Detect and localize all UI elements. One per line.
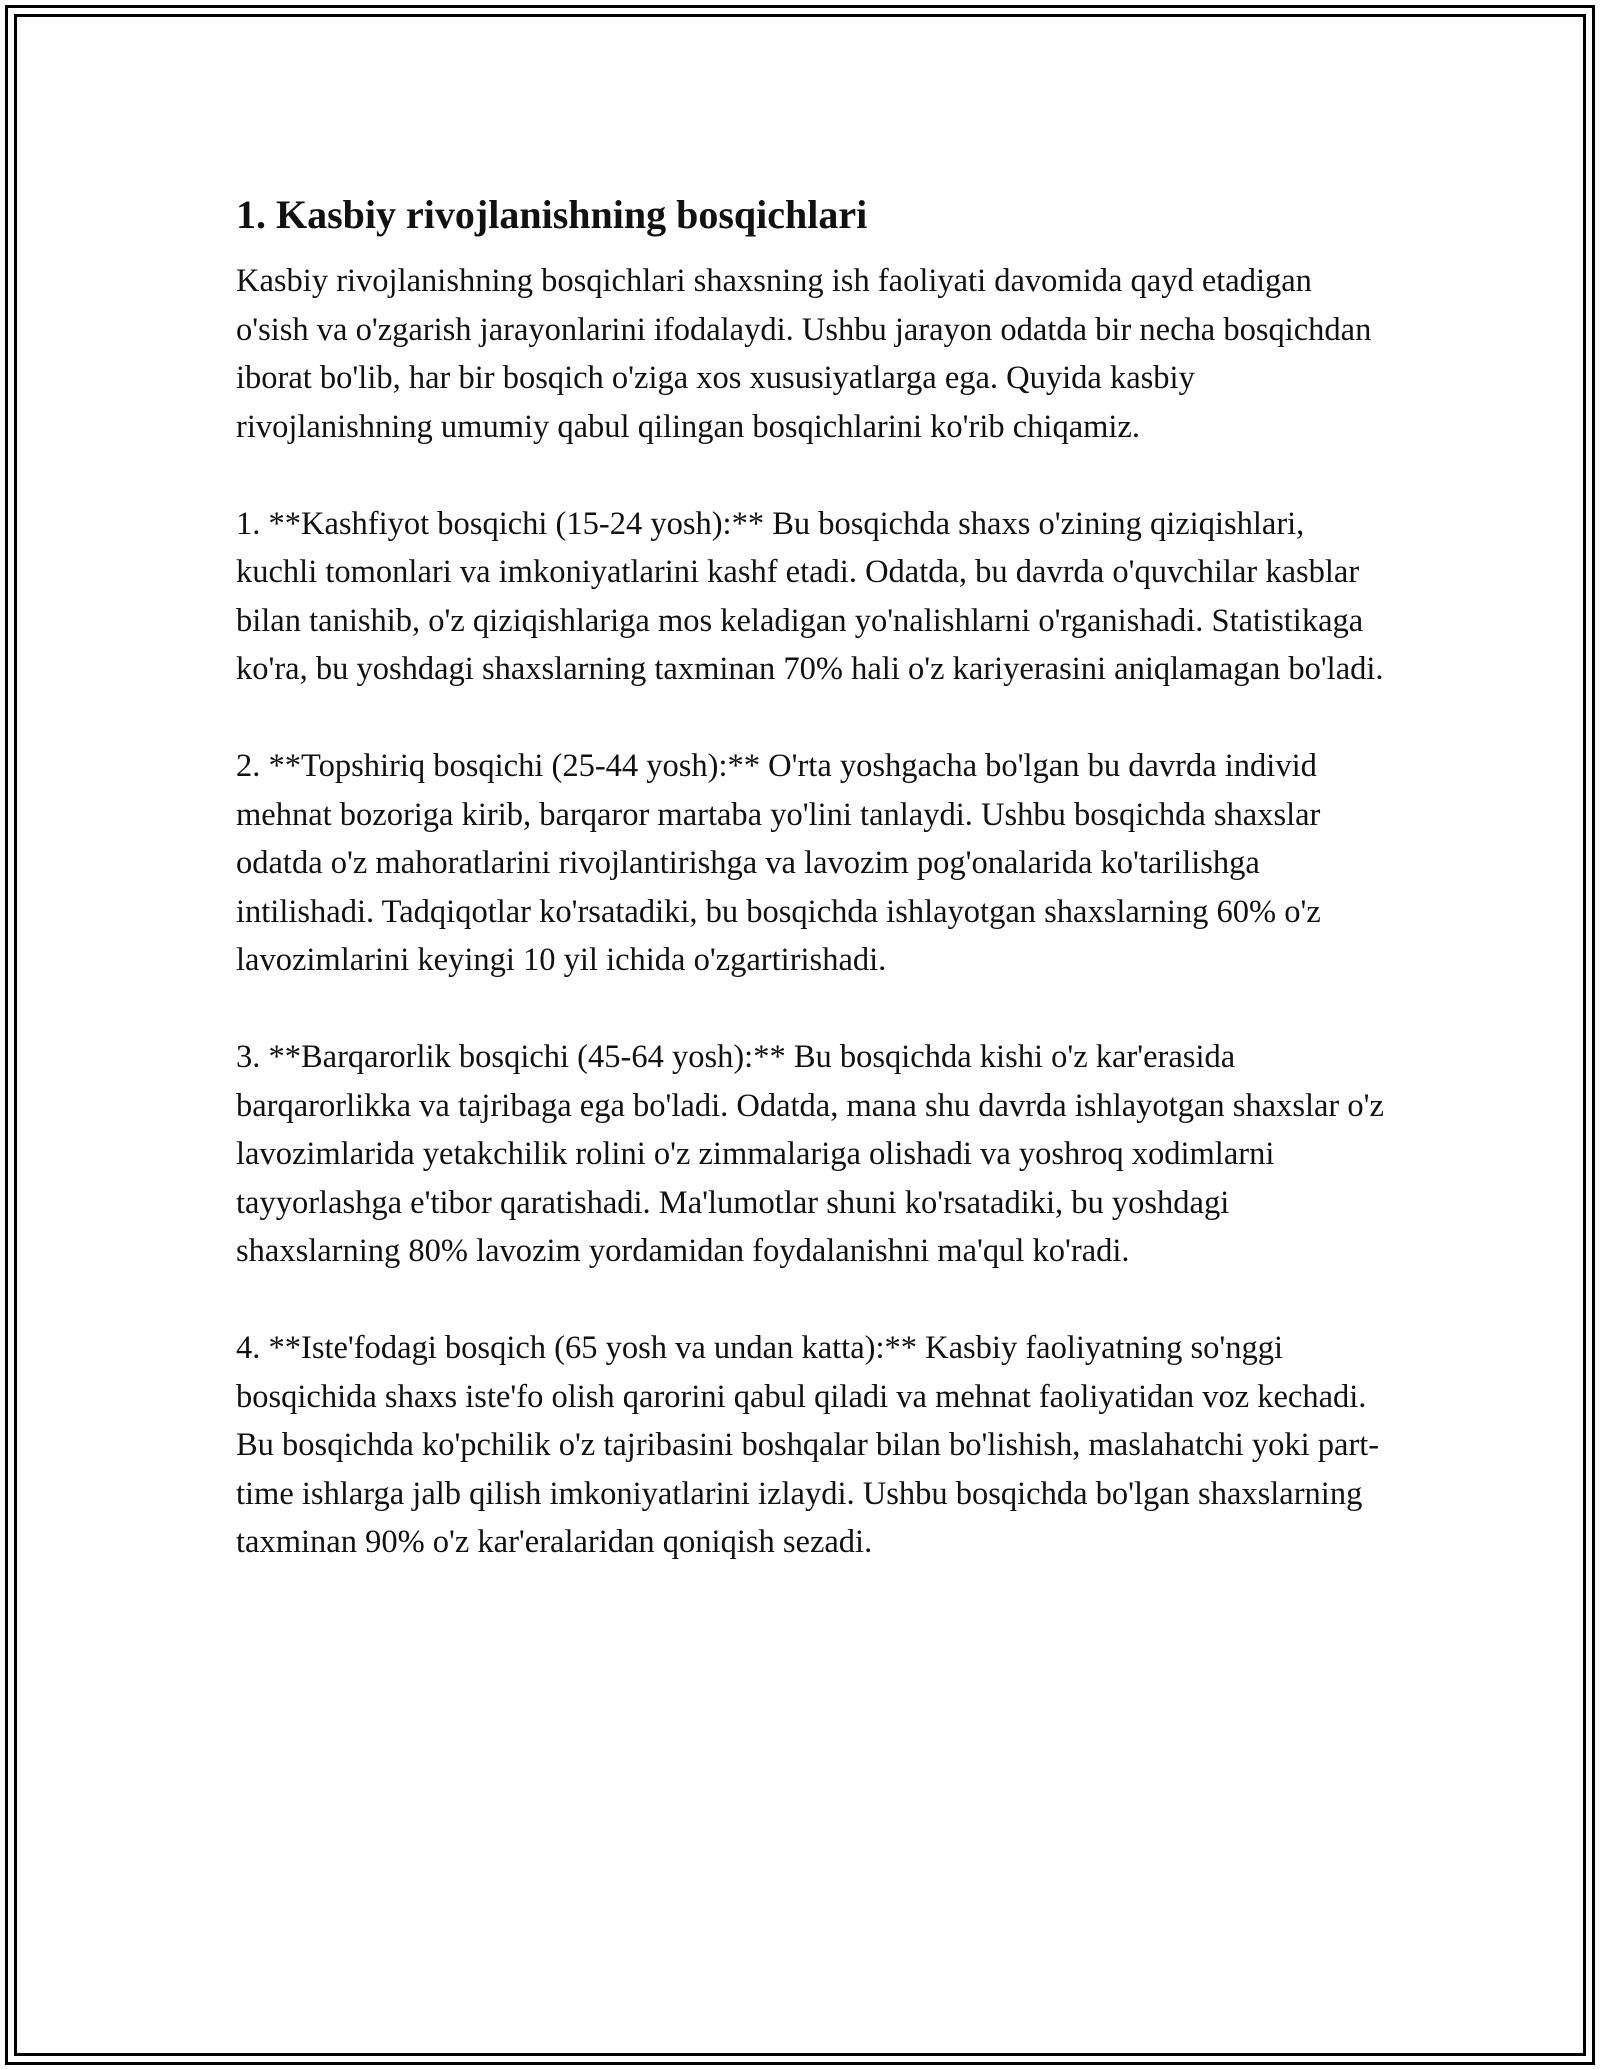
- stage-paragraph-retirement: 4. **Iste'fodagi bosqich (65 yosh va undan katta):** Kasbiy faoliyatning so'nggi bosqichida shaxs iste'fo olish qarorini qabul qiladi va mehnat faoliyatidan voz kechadi. Bu bosqichda ko'pchilik o'z tajribasini boshqalar bilan bo'lishish, maslahatchi yoki part-time ishlarga jalb qilish imkoniyatlarini izlaydi. Ushbu bosqichda bo'lgan shaxslarning taxminan 90% o'z kar'eralaridan qoniqish sezadi.: [236, 1330, 1380, 1560]
- stage-paragraph-exploration: 1. **Kashfiyot bosqichi (15-24 yosh):** Bu bosqichda shaxs o'zining qiziqishlari, kuchli tomonlari va imkoniyatlarini kashf etadi. Odatda, bu davrda o'quvchilar kasblar bilan tanishib, o'z qiziqishlariga mos keladigan yo'nalishlarni o'rganishadi. Statistikaga ko'ra, bu yoshdagi shaxslarning taxminan 70% hali o'z kariyerasini aniqlamagan bo'ladi.: [236, 505, 1384, 687]
- stage-paragraph-establishment: 2. **Topshiriq bosqichi (25-44 yosh):** O'rta yoshgacha bo'lgan bu davrda individ mehnat bozoriga kirib, barqaror martaba yo'lini tanlaydi. Ushbu bosqichda shaxslar odatda o'z mahoratlarini rivojlantirishga va lavozim pog'onalarida ko'tarilishga intilishadi. Tadqiqotlar ko'rsatadiki, bu bosqichda ishlayotgan shaxslarning 60% o'z lavozimlarini keyingi 10 yil ichida o'zgartirishadi.: [236, 748, 1321, 978]
- intro-paragraph: Kasbiy rivojlanishning bosqichlari shaxsning ish faoliyati davomida qayd etadigan o'sish va o'zgarish jarayonlarini ifodalaydi. Ushbu jarayon odatda bir necha bosqichdan iborat bo'lib, har bir bosqich o'ziga xos xususiyatlarga ega. Quyida kasbiy rivojlanishning umumiy qabul qilingan bosqichlarini ko'rib chiqamiz.: [236, 263, 1372, 445]
- stage-paragraph-stability: 3. **Barqarorlik bosqichi (45-64 yosh):** Bu bosqichda kishi o'z kar'erasida barqarorlikka va tajribaga ega bo'ladi. Odatda, mana shu davrda ishlayotgan shaxslar o'z lavozimlarida yetakchilik rolini o'z zimmalariga olishadi va yoshroq xodimlarni tayyorlashga e'tibor qaratishadi. Ma'lumotlar shuni ko'rsatadiki, bu yoshdagi shaxslarning 80% lavozim yordamidan foydalanishni ma'qul ko'radi.: [236, 1039, 1384, 1269]
- section-heading: 1. Kasbiy rivojlanishning bosqichlari: [236, 192, 868, 237]
- document-body: [236, 185, 1386, 1615]
